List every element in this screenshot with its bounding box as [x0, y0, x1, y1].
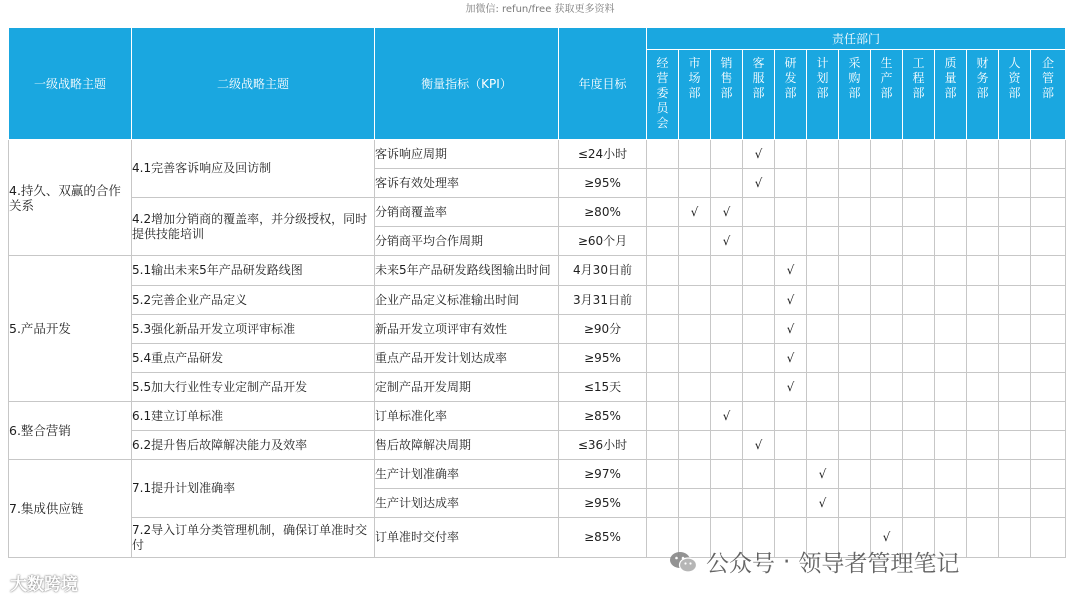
dept-cell — [935, 489, 967, 518]
level1-theme: 6.整合营销 — [9, 402, 132, 460]
annual-target: ≤15天 — [559, 373, 647, 402]
level2-theme: 6.2提升售后故障解决能力及效率 — [132, 431, 375, 460]
responsible-check: √ — [871, 518, 903, 558]
dept-cell — [999, 489, 1031, 518]
dept-cell — [871, 198, 903, 227]
dept-cell — [647, 227, 679, 256]
dept-cell — [743, 489, 775, 518]
dept-cell — [1031, 286, 1066, 315]
dept-cell — [967, 198, 999, 227]
dept-cell — [935, 402, 967, 431]
dept-header-label: 客服部 — [752, 56, 765, 100]
dept-cell — [871, 256, 903, 286]
dept-cell — [903, 227, 935, 256]
responsible-check: √ — [775, 373, 807, 402]
table-row — [9, 402, 1066, 431]
dept-cell — [903, 402, 935, 431]
dept-cell — [775, 140, 807, 169]
dept-cell — [679, 256, 711, 286]
dept-cell — [711, 373, 743, 402]
dept-cell — [743, 373, 775, 402]
dept-header-label: 财务部 — [976, 56, 989, 100]
dept-cell — [679, 431, 711, 460]
dept-cell — [871, 286, 903, 315]
dept-cell — [903, 140, 935, 169]
responsible-check: √ — [775, 344, 807, 373]
dept-cell — [807, 344, 839, 373]
dept-cell — [871, 344, 903, 373]
responsible-check: √ — [711, 402, 743, 431]
dept-cell — [1031, 344, 1066, 373]
dept-cell — [871, 140, 903, 169]
dept-header — [743, 50, 775, 140]
strategy-kpi-table — [8, 27, 1066, 558]
dept-cell — [935, 315, 967, 344]
dept-cell — [967, 256, 999, 286]
level2-theme: 5.3强化新品开发立项评审标准 — [132, 315, 375, 344]
header-level1-theme: 一级战略主题 — [9, 28, 132, 140]
responsible-check: √ — [775, 256, 807, 286]
kpi-metric: 企业产品定义标准输出时间 — [375, 286, 559, 315]
table-row — [9, 460, 1066, 489]
dept-cell — [967, 431, 999, 460]
annual-target: ≤36小时 — [559, 431, 647, 460]
dept-header — [839, 50, 871, 140]
dept-cell — [999, 373, 1031, 402]
dept-cell — [647, 460, 679, 489]
dept-header — [807, 50, 839, 140]
kpi-metric: 客诉响应周期 — [375, 140, 559, 169]
header-level2-theme: 二级战略主题 — [132, 28, 375, 140]
dept-cell — [871, 460, 903, 489]
dept-cell — [775, 460, 807, 489]
dept-cell — [839, 373, 871, 402]
dept-cell — [839, 315, 871, 344]
dept-cell — [679, 373, 711, 402]
dept-cell — [1031, 518, 1066, 558]
annual-target: ≥95% — [559, 344, 647, 373]
dept-cell — [807, 169, 839, 198]
dept-cell — [1031, 460, 1066, 489]
dept-cell — [647, 256, 679, 286]
dept-cell — [903, 169, 935, 198]
level1-theme: 5.产品开发 — [9, 256, 132, 402]
level2-theme: 5.1输出未来5年产品研发路线图 — [132, 256, 375, 286]
kpi-metric: 分销商覆盖率 — [375, 198, 559, 227]
dept-cell — [871, 373, 903, 402]
dept-cell — [679, 402, 711, 431]
dept-cell — [935, 198, 967, 227]
dept-cell — [903, 373, 935, 402]
table-row — [9, 315, 1066, 344]
dept-cell — [903, 460, 935, 489]
dept-cell — [775, 489, 807, 518]
dept-cell — [743, 460, 775, 489]
dept-cell — [711, 315, 743, 344]
level2-theme: 7.1提升计划准确率 — [132, 460, 375, 518]
dept-cell — [807, 198, 839, 227]
table-row — [9, 140, 1066, 169]
dept-cell — [871, 489, 903, 518]
level1-theme: 7.集成供应链 — [9, 460, 132, 558]
responsible-check: √ — [775, 315, 807, 344]
dept-cell — [1031, 402, 1066, 431]
dept-cell — [935, 140, 967, 169]
wechat-icon — [668, 550, 698, 574]
dept-cell — [647, 169, 679, 198]
dept-cell — [743, 256, 775, 286]
dept-cell — [903, 198, 935, 227]
dept-cell — [775, 169, 807, 198]
dept-header — [935, 50, 967, 140]
dept-cell — [647, 198, 679, 227]
dept-cell — [807, 431, 839, 460]
responsible-check: √ — [743, 169, 775, 198]
annual-target: ≥80% — [559, 198, 647, 227]
responsible-check: √ — [711, 227, 743, 256]
dept-cell — [967, 344, 999, 373]
dept-cell — [967, 227, 999, 256]
dept-cell — [1031, 315, 1066, 344]
level2-theme: 7.2导入订单分类管理机制，确保订单准时交付 — [132, 518, 375, 558]
dept-cell — [711, 431, 743, 460]
dept-cell — [999, 315, 1031, 344]
dept-header-label: 质量部 — [944, 56, 957, 100]
watermark-account-label: 公众号 — [706, 551, 775, 577]
level2-theme: 5.4重点产品研发 — [132, 344, 375, 373]
dept-header-label: 采购部 — [848, 56, 861, 100]
dept-cell — [775, 402, 807, 431]
dept-cell — [839, 169, 871, 198]
annual-target: ≥95% — [559, 169, 647, 198]
dept-cell — [679, 286, 711, 315]
dept-cell — [871, 402, 903, 431]
dept-cell — [839, 489, 871, 518]
level1-theme: 4.持久、双赢的合作关系 — [9, 140, 132, 256]
dept-cell — [967, 169, 999, 198]
dept-cell — [775, 431, 807, 460]
dept-cell — [679, 140, 711, 169]
dept-cell — [807, 256, 839, 286]
dept-cell — [711, 460, 743, 489]
dept-cell — [967, 140, 999, 169]
dept-cell — [967, 373, 999, 402]
dept-cell — [647, 373, 679, 402]
dept-cell — [679, 169, 711, 198]
annual-target: ≥95% — [559, 489, 647, 518]
table-row — [9, 256, 1066, 286]
level2-theme: 5.5加大行业性专业定制产品开发 — [132, 373, 375, 402]
dept-cell — [903, 286, 935, 315]
kpi-metric: 售后故障解决周期 — [375, 431, 559, 460]
dept-cell — [903, 431, 935, 460]
dept-cell — [967, 286, 999, 315]
dept-header-label: 人资部 — [1008, 56, 1021, 100]
dept-cell — [1031, 373, 1066, 402]
dept-cell — [871, 315, 903, 344]
header-annual-target: 年度目标 — [559, 28, 647, 140]
dept-cell — [711, 489, 743, 518]
dept-cell — [711, 256, 743, 286]
dept-cell — [679, 489, 711, 518]
dept-cell — [679, 344, 711, 373]
dept-cell — [1031, 489, 1066, 518]
annual-target: ≤24小时 — [559, 140, 647, 169]
kpi-metric: 新品开发立项评审有效性 — [375, 315, 559, 344]
dept-header — [647, 50, 679, 140]
kpi-metric: 生产计划准确率 — [375, 460, 559, 489]
dept-cell — [679, 315, 711, 344]
dept-cell — [743, 227, 775, 256]
dept-header — [903, 50, 935, 140]
dept-cell — [1031, 431, 1066, 460]
dept-cell — [903, 256, 935, 286]
dept-cell — [967, 518, 999, 558]
dept-cell — [1031, 169, 1066, 198]
dept-header-label: 经营委员会 — [656, 56, 669, 130]
kpi-metric: 订单准时交付率 — [375, 518, 559, 558]
dept-cell — [999, 460, 1031, 489]
level2-theme: 5.2完善企业产品定义 — [132, 286, 375, 315]
dept-header — [999, 50, 1031, 140]
dept-cell — [999, 431, 1031, 460]
kpi-metric: 生产计划达成率 — [375, 489, 559, 518]
kpi-metric: 未来5年产品研发路线图输出时间 — [375, 256, 559, 286]
dept-cell — [711, 169, 743, 198]
responsible-check: √ — [679, 198, 711, 227]
dept-cell — [775, 227, 807, 256]
dept-cell — [999, 198, 1031, 227]
annual-target: ≥90分 — [559, 315, 647, 344]
dept-cell — [647, 402, 679, 431]
dept-cell — [903, 344, 935, 373]
level2-theme: 6.1建立订单标准 — [132, 402, 375, 431]
dept-cell — [711, 140, 743, 169]
responsible-check: √ — [743, 140, 775, 169]
dept-cell — [1031, 198, 1066, 227]
dept-cell — [871, 169, 903, 198]
dept-cell — [1031, 256, 1066, 286]
dept-cell — [775, 198, 807, 227]
dept-cell — [711, 286, 743, 315]
annual-target: ≥97% — [559, 460, 647, 489]
kpi-metric: 订单标准化率 — [375, 402, 559, 431]
watermark-account-name: 领导者管理笔记 — [798, 551, 960, 577]
header-kpi: 衡量指标（KPI） — [375, 28, 559, 140]
dept-cell — [839, 140, 871, 169]
dept-header-label: 销售部 — [720, 56, 733, 100]
dept-cell — [839, 256, 871, 286]
dept-cell — [999, 286, 1031, 315]
dept-header — [775, 50, 807, 140]
annual-target: ≥85% — [559, 402, 647, 431]
dept-cell — [743, 344, 775, 373]
dept-cell — [647, 315, 679, 344]
dept-cell — [647, 344, 679, 373]
dept-header-label: 研发部 — [784, 56, 797, 100]
dept-header-label: 市场部 — [688, 56, 701, 100]
header-responsible-depts: 责任部门 — [647, 28, 1066, 50]
dept-cell — [647, 286, 679, 315]
dept-cell — [967, 402, 999, 431]
table-row — [9, 373, 1066, 402]
dept-header — [1031, 50, 1066, 140]
dept-cell — [839, 286, 871, 315]
watermark-right — [668, 545, 959, 578]
dept-cell — [999, 344, 1031, 373]
dept-cell — [807, 140, 839, 169]
table-header — [9, 28, 1066, 140]
dept-header — [967, 50, 999, 140]
level2-theme: 4.1完善客诉响应及回访制 — [132, 140, 375, 198]
dept-header-label: 企管部 — [1042, 56, 1055, 100]
dept-cell — [647, 489, 679, 518]
dept-cell — [935, 256, 967, 286]
dept-cell — [839, 344, 871, 373]
dept-cell — [743, 286, 775, 315]
dept-cell — [839, 227, 871, 256]
dept-cell — [839, 460, 871, 489]
table-row — [9, 198, 1066, 227]
dept-cell — [679, 460, 711, 489]
dept-cell — [647, 431, 679, 460]
dept-cell — [935, 286, 967, 315]
dept-cell — [871, 431, 903, 460]
dept-cell — [807, 227, 839, 256]
responsible-check: √ — [711, 198, 743, 227]
watermark-separator: · — [783, 548, 791, 575]
dept-cell — [935, 344, 967, 373]
dept-cell — [999, 140, 1031, 169]
dept-cell — [839, 402, 871, 431]
dept-cell — [743, 198, 775, 227]
annual-target: ≥85% — [559, 518, 647, 558]
dept-cell — [807, 373, 839, 402]
dept-cell — [967, 315, 999, 344]
dept-cell — [807, 402, 839, 431]
annual-target: ≥60个月 — [559, 227, 647, 256]
annual-target: 4月30日前 — [559, 256, 647, 286]
dept-cell — [743, 315, 775, 344]
dept-cell — [903, 489, 935, 518]
responsible-check: √ — [775, 286, 807, 315]
dept-cell — [1031, 140, 1066, 169]
dept-cell — [999, 227, 1031, 256]
table-row — [9, 431, 1066, 460]
dept-cell — [967, 489, 999, 518]
table-row — [9, 286, 1066, 315]
dept-cell — [711, 344, 743, 373]
responsible-check: √ — [743, 431, 775, 460]
dept-cell — [999, 169, 1031, 198]
kpi-metric: 重点产品开发计划达成率 — [375, 344, 559, 373]
dept-cell — [1031, 227, 1066, 256]
dept-cell — [679, 227, 711, 256]
dept-cell — [807, 286, 839, 315]
kpi-metric: 客诉有效处理率 — [375, 169, 559, 198]
annual-target: 3月31日前 — [559, 286, 647, 315]
dept-cell — [999, 518, 1031, 558]
dept-cell — [999, 256, 1031, 286]
kpi-metric: 分销商平均合作周期 — [375, 227, 559, 256]
dept-cell — [903, 315, 935, 344]
dept-cell — [935, 460, 967, 489]
dept-header-label: 计划部 — [816, 56, 829, 100]
dept-cell — [935, 431, 967, 460]
dept-cell — [807, 315, 839, 344]
dept-cell — [871, 227, 903, 256]
dept-cell — [999, 402, 1031, 431]
dept-header-label: 工程部 — [912, 56, 925, 100]
dept-cell — [839, 431, 871, 460]
dept-cell — [743, 402, 775, 431]
dept-cell — [839, 198, 871, 227]
dept-header-label: 生产部 — [880, 56, 893, 100]
dept-header — [679, 50, 711, 140]
watermark-left: 大数跨境 — [10, 575, 78, 595]
dept-cell — [935, 169, 967, 198]
top-note: 加微信: refun/free 获取更多资料 — [465, 4, 615, 15]
dept-cell — [935, 373, 967, 402]
dept-cell — [935, 227, 967, 256]
dept-cell — [967, 460, 999, 489]
responsible-check: √ — [807, 460, 839, 489]
dept-header — [711, 50, 743, 140]
table-row — [9, 344, 1066, 373]
level2-theme: 4.2增加分销商的覆盖率，并分级授权，同时提供技能培训 — [132, 198, 375, 256]
dept-cell — [647, 140, 679, 169]
responsible-check: √ — [807, 489, 839, 518]
table-body — [9, 140, 1066, 558]
dept-header — [871, 50, 903, 140]
kpi-metric: 定制产品开发周期 — [375, 373, 559, 402]
